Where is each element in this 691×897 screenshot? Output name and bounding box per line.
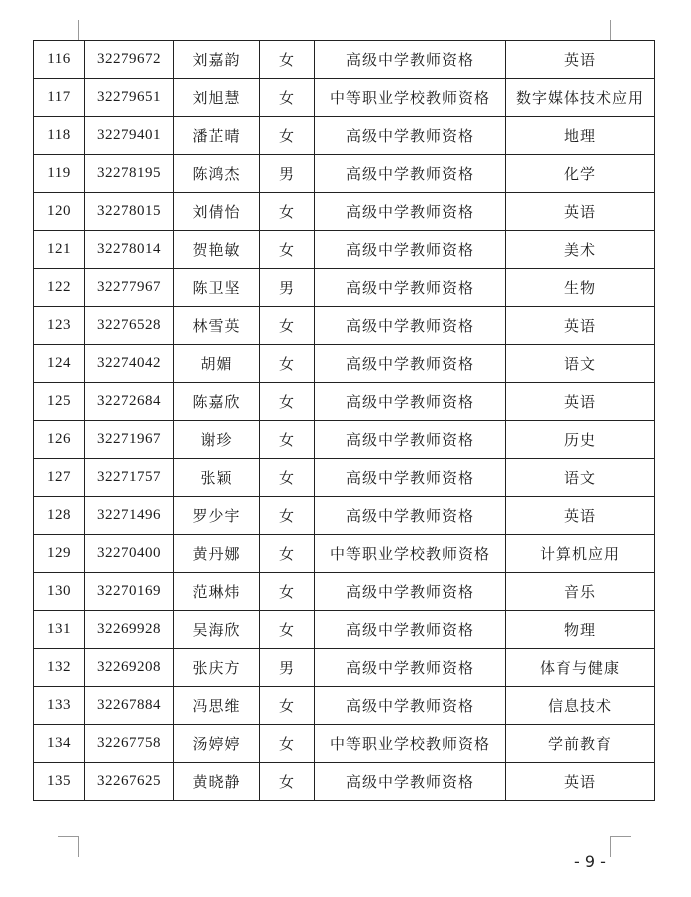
cell-number: 134 <box>34 725 85 763</box>
table-row <box>34 345 655 383</box>
cell-candidate-id: 32278195 <box>85 155 174 193</box>
cell-name: 潘芷晴 <box>174 117 260 155</box>
table-row <box>34 79 655 117</box>
cell-gender: 女 <box>260 41 315 79</box>
cell-candidate-id: 32278014 <box>85 231 174 269</box>
cell-number: 120 <box>34 193 85 231</box>
cell-qualification: 高级中学教师资格 <box>315 497 506 535</box>
cell-subject: 英语 <box>506 307 655 345</box>
cell-name: 吴海欣 <box>174 611 260 649</box>
cell-number: 126 <box>34 421 85 459</box>
cell-candidate-id: 32267758 <box>85 725 174 763</box>
cell-qualification: 高级中学教师资格 <box>315 687 506 725</box>
crop-mark-top-right <box>610 20 631 41</box>
cell-candidate-id: 32270400 <box>85 535 174 573</box>
cell-gender: 女 <box>260 231 315 269</box>
cell-number: 122 <box>34 269 85 307</box>
cell-name: 罗少宇 <box>174 497 260 535</box>
table-row <box>34 307 655 345</box>
cell-subject: 化学 <box>506 155 655 193</box>
cell-number: 133 <box>34 687 85 725</box>
table-row <box>34 611 655 649</box>
cell-gender: 女 <box>260 307 315 345</box>
cell-candidate-id: 32279651 <box>85 79 174 117</box>
cell-candidate-id: 32272684 <box>85 383 174 421</box>
cell-number: 125 <box>34 383 85 421</box>
cell-number: 124 <box>34 345 85 383</box>
cell-name: 刘旭慧 <box>174 79 260 117</box>
cell-name: 胡媚 <box>174 345 260 383</box>
table-body <box>34 41 655 801</box>
table-row <box>34 117 655 155</box>
table-row <box>34 725 655 763</box>
cell-name: 范琳炜 <box>174 573 260 611</box>
cell-number: 119 <box>34 155 85 193</box>
crop-mark-bottom-left <box>58 836 79 857</box>
cell-number: 132 <box>34 649 85 687</box>
cell-subject: 体育与健康 <box>506 649 655 687</box>
cell-number: 121 <box>34 231 85 269</box>
table-row <box>34 41 655 79</box>
cell-subject: 数字媒体技术应用 <box>506 79 655 117</box>
cell-subject: 音乐 <box>506 573 655 611</box>
table-row <box>34 535 655 573</box>
table-row <box>34 687 655 725</box>
cell-gender: 女 <box>260 117 315 155</box>
cell-candidate-id: 32269928 <box>85 611 174 649</box>
crop-mark-top-left <box>58 20 79 41</box>
cell-number: 135 <box>34 763 85 801</box>
cell-candidate-id: 32276528 <box>85 307 174 345</box>
cell-name: 陈鸿杰 <box>174 155 260 193</box>
table-row <box>34 193 655 231</box>
cell-name: 林雪英 <box>174 307 260 345</box>
cell-number: 116 <box>34 41 85 79</box>
cell-gender: 男 <box>260 269 315 307</box>
cell-subject: 英语 <box>506 41 655 79</box>
cell-number: 123 <box>34 307 85 345</box>
cell-qualification: 高级中学教师资格 <box>315 611 506 649</box>
cell-subject: 物理 <box>506 611 655 649</box>
cell-subject: 英语 <box>506 763 655 801</box>
cell-candidate-id: 32269208 <box>85 649 174 687</box>
cell-name: 贺艳敏 <box>174 231 260 269</box>
table-row <box>34 497 655 535</box>
cell-gender: 男 <box>260 649 315 687</box>
cell-candidate-id: 32271496 <box>85 497 174 535</box>
cell-candidate-id: 32267625 <box>85 763 174 801</box>
cell-gender: 女 <box>260 421 315 459</box>
cell-name: 汤婷婷 <box>174 725 260 763</box>
cell-qualification: 中等职业学校教师资格 <box>315 725 506 763</box>
cell-gender: 女 <box>260 459 315 497</box>
cell-number: 130 <box>34 573 85 611</box>
cell-name: 黄丹娜 <box>174 535 260 573</box>
cell-gender: 女 <box>260 725 315 763</box>
cell-candidate-id: 32274042 <box>85 345 174 383</box>
table-row <box>34 763 655 801</box>
cell-gender: 女 <box>260 79 315 117</box>
cell-qualification: 高级中学教师资格 <box>315 383 506 421</box>
cell-candidate-id: 32271757 <box>85 459 174 497</box>
cell-name: 刘倩怡 <box>174 193 260 231</box>
cell-qualification: 高级中学教师资格 <box>315 193 506 231</box>
cell-gender: 女 <box>260 687 315 725</box>
cell-qualification: 高级中学教师资格 <box>315 573 506 611</box>
cell-name: 冯思维 <box>174 687 260 725</box>
cell-subject: 生物 <box>506 269 655 307</box>
cell-name: 张庆方 <box>174 649 260 687</box>
cell-qualification: 高级中学教师资格 <box>315 763 506 801</box>
cell-number: 131 <box>34 611 85 649</box>
page-number: - 9 - <box>574 852 606 871</box>
cell-qualification: 高级中学教师资格 <box>315 155 506 193</box>
cell-gender: 女 <box>260 383 315 421</box>
cell-subject: 历史 <box>506 421 655 459</box>
cell-gender: 女 <box>260 611 315 649</box>
table-row <box>34 649 655 687</box>
cell-candidate-id: 32279401 <box>85 117 174 155</box>
table-row <box>34 383 655 421</box>
table-row <box>34 459 655 497</box>
cell-qualification: 高级中学教师资格 <box>315 269 506 307</box>
cell-candidate-id: 32279672 <box>85 41 174 79</box>
cell-qualification: 高级中学教师资格 <box>315 307 506 345</box>
cell-qualification: 高级中学教师资格 <box>315 421 506 459</box>
cell-name: 黄晓静 <box>174 763 260 801</box>
cell-number: 117 <box>34 79 85 117</box>
table-row <box>34 231 655 269</box>
cell-name: 陈卫坚 <box>174 269 260 307</box>
table-row <box>34 155 655 193</box>
cell-qualification: 高级中学教师资格 <box>315 345 506 383</box>
table-row <box>34 269 655 307</box>
cell-name: 张颖 <box>174 459 260 497</box>
cell-candidate-id: 32277967 <box>85 269 174 307</box>
cell-subject: 英语 <box>506 193 655 231</box>
cell-qualification: 高级中学教师资格 <box>315 459 506 497</box>
cell-subject: 计算机应用 <box>506 535 655 573</box>
cell-gender: 女 <box>260 763 315 801</box>
cell-gender: 女 <box>260 193 315 231</box>
cell-number: 129 <box>34 535 85 573</box>
cell-subject: 英语 <box>506 383 655 421</box>
table-row <box>34 573 655 611</box>
cell-number: 128 <box>34 497 85 535</box>
cell-subject: 信息技术 <box>506 687 655 725</box>
table-row <box>34 421 655 459</box>
cell-candidate-id: 32271967 <box>85 421 174 459</box>
cell-name: 谢珍 <box>174 421 260 459</box>
cell-gender: 男 <box>260 155 315 193</box>
cell-subject: 美术 <box>506 231 655 269</box>
cell-subject: 学前教育 <box>506 725 655 763</box>
cell-candidate-id: 32278015 <box>85 193 174 231</box>
cell-candidate-id: 32267884 <box>85 687 174 725</box>
cell-qualification: 高级中学教师资格 <box>315 231 506 269</box>
cell-qualification: 高级中学教师资格 <box>315 117 506 155</box>
cell-subject: 语文 <box>506 459 655 497</box>
cell-subject: 地理 <box>506 117 655 155</box>
cell-number: 127 <box>34 459 85 497</box>
cell-gender: 女 <box>260 345 315 383</box>
cell-subject: 语文 <box>506 345 655 383</box>
cell-gender: 女 <box>260 497 315 535</box>
cell-gender: 女 <box>260 535 315 573</box>
teacher-qualification-table <box>33 40 655 801</box>
cell-qualification: 高级中学教师资格 <box>315 41 506 79</box>
cell-qualification: 中等职业学校教师资格 <box>315 79 506 117</box>
cell-subject: 英语 <box>506 497 655 535</box>
cell-candidate-id: 32270169 <box>85 573 174 611</box>
cell-name: 陈嘉欣 <box>174 383 260 421</box>
cell-qualification: 中等职业学校教师资格 <box>315 535 506 573</box>
cell-qualification: 高级中学教师资格 <box>315 649 506 687</box>
cell-name: 刘嘉韵 <box>174 41 260 79</box>
cell-gender: 女 <box>260 573 315 611</box>
cell-number: 118 <box>34 117 85 155</box>
